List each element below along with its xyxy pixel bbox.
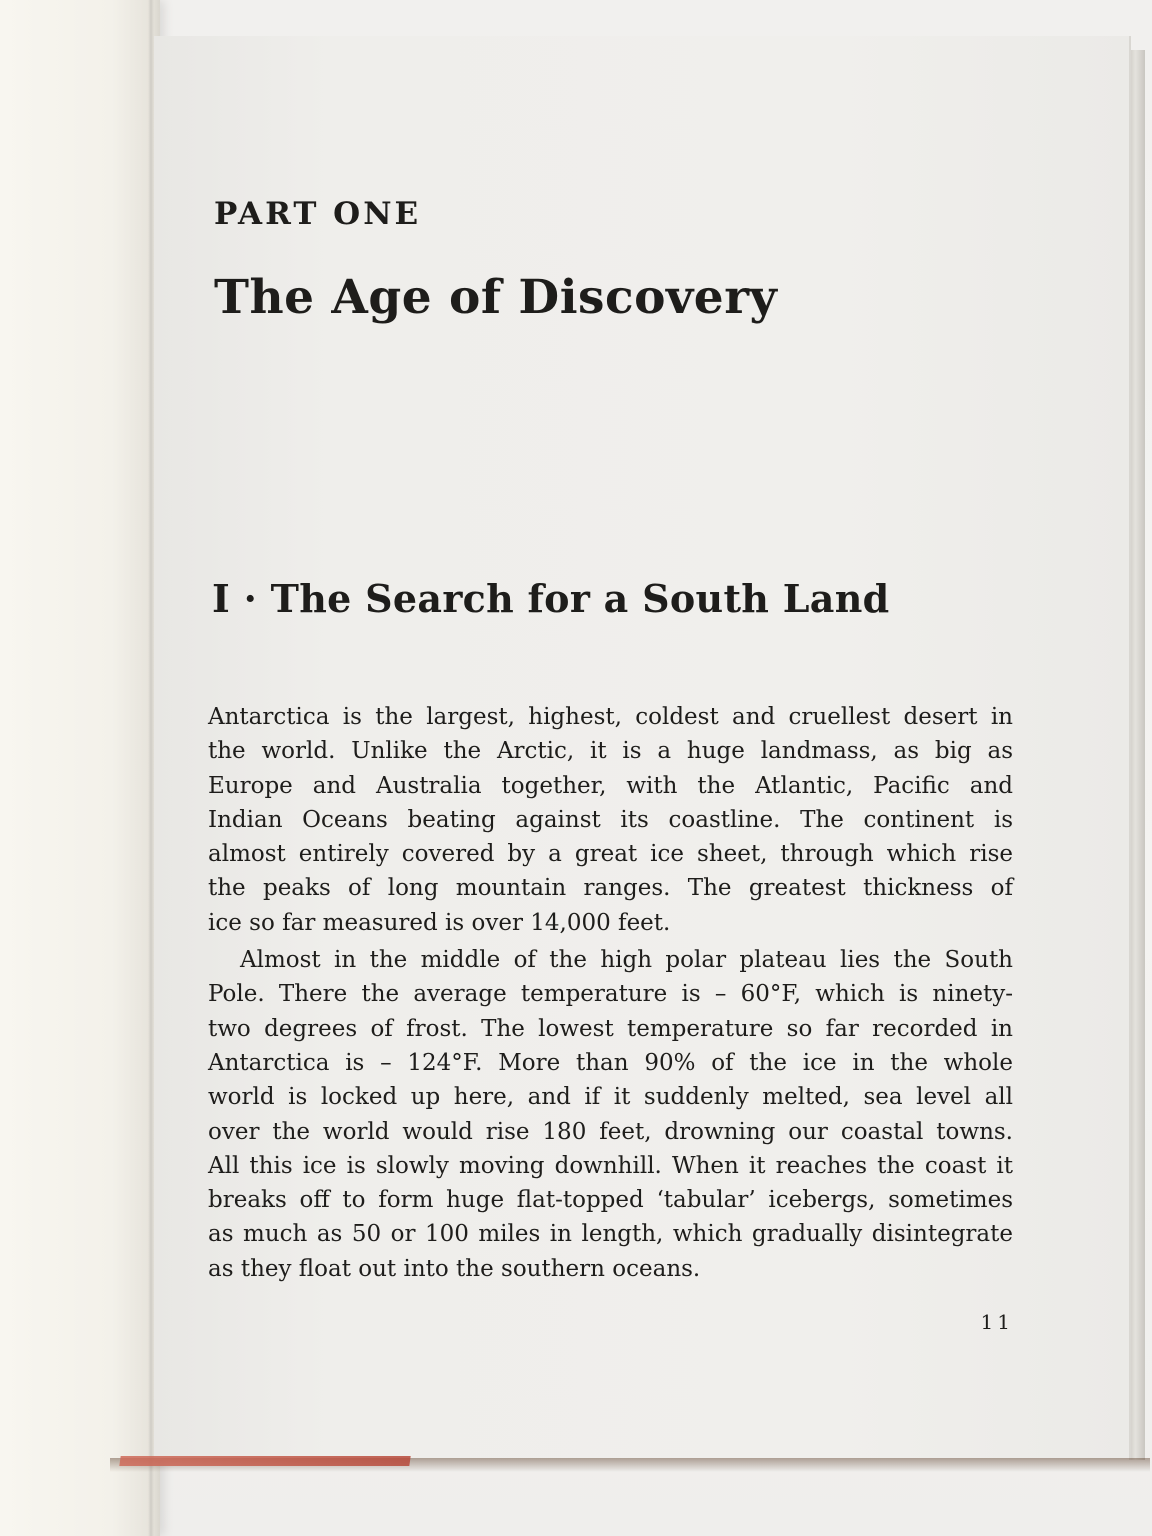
part-label: PART ONE <box>214 196 422 232</box>
text-line: two degrees of frost. The lowest temperature so far recorded in <box>208 1015 1013 1042</box>
text-line: the peaks of long mountain ranges. The greatest thickness of <box>208 875 1013 902</box>
text-line: breaks off to form huge flat-topped ‘tabular’ icebergs, sometimes <box>208 1187 1013 1214</box>
body-text <box>208 700 1013 1286</box>
left-page <box>0 0 160 1536</box>
text-line: almost entirely covered by a great ice sheet, through which rise <box>208 841 1013 868</box>
text-line: Pole. There the average temperature is – 60°F, which is ninety- <box>208 981 1013 1008</box>
text-line: world is locked up here, and if it suddenly melted, sea level all <box>208 1084 1013 1111</box>
chapter-title: I · The Search for a South Land <box>212 576 890 621</box>
book-cover-edge <box>1129 50 1145 1460</box>
cover-red-edge <box>119 1456 410 1466</box>
text-line: ice so far measured is over 14,000 feet. <box>208 909 671 936</box>
text-line: over the world would rise 180 feet, drowning our coastal towns. <box>208 1118 1013 1145</box>
text-line: Europe and Australia together, with the Atlantic, Pacific and <box>208 772 1013 799</box>
text-line: Antarctica is the largest, highest, coldest and cruellest desert in <box>208 704 1013 730</box>
paragraph-2 <box>208 943 1013 1286</box>
part-title: The Age of Discovery <box>214 270 778 325</box>
paragraph-1 <box>208 700 1013 940</box>
text-line: the world. Unlike the Arctic, it is a huge landmass, as big as <box>208 738 1013 765</box>
text-line: Almost in the middle of the high polar plateau lies the South <box>240 947 1013 974</box>
text-line: Antarctica is – 124°F. More than 90% of the ice in the whole <box>208 1049 1013 1076</box>
text-line: All this ice is slowly moving downhill. When it reaches the coast it <box>208 1152 1013 1179</box>
page-number: 11 <box>980 1310 1014 1334</box>
text-line: Indian Oceans beating against its coastline. The continent is <box>208 806 1013 833</box>
text-line: as they float out into the southern oceans. <box>208 1255 701 1282</box>
text-line: as much as 50 or 100 miles in length, which gradually disintegrate <box>208 1221 1013 1248</box>
